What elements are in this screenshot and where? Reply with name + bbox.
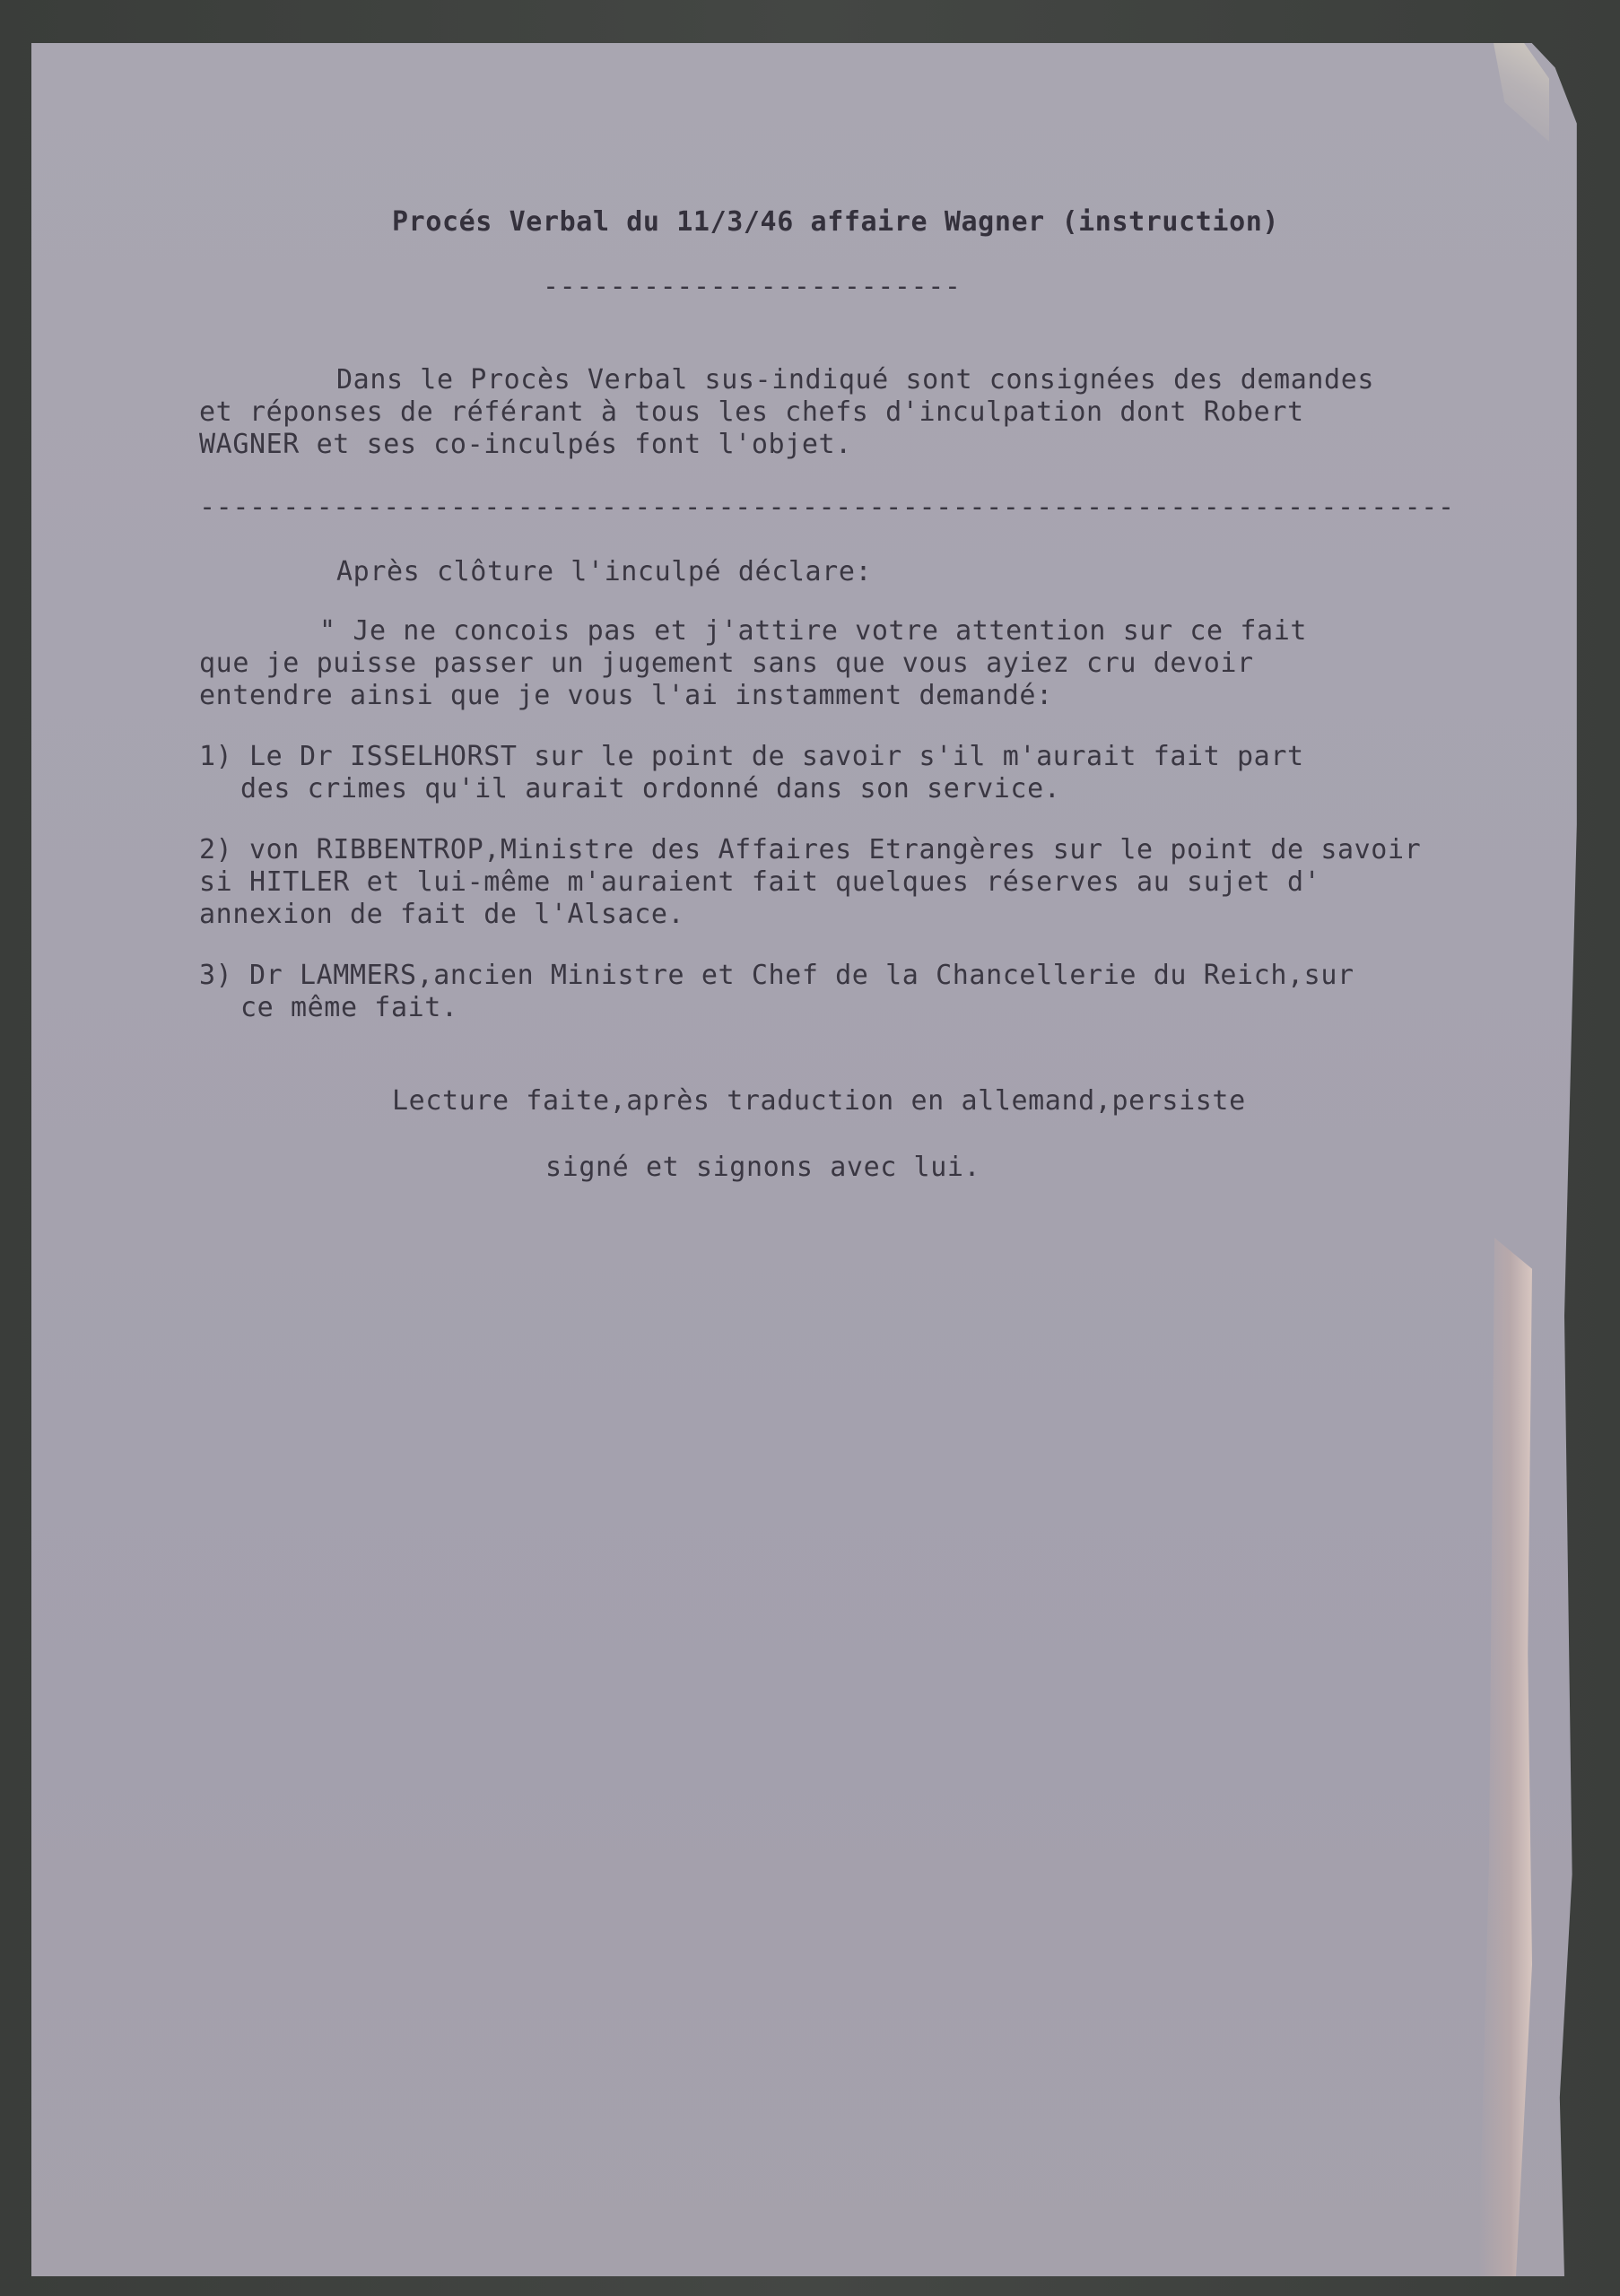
declaration-intro: Après clôture l'inculpé déclare: (336, 556, 873, 587)
paragraph-1-line-2: et réponses de référant à tous les chefs d'inculpation dont Robert (199, 396, 1304, 428)
list-item-2-line-1: 2) von RIBBENTROP,Ministre des Affaires Etrangères sur le point de savoir (199, 834, 1422, 865)
list-item-2-line-3: annexion de fait de l'Alsace. (199, 899, 685, 930)
quote-line-2: que je puisse passer un jugement sans que vous ayiez cru devoir (199, 648, 1254, 679)
list-item-3-line-2: ce même fait. (240, 992, 458, 1023)
list-item-1-line-2: des crimes qu'il aurait ordonné dans son service. (240, 773, 1061, 804)
list-item-3-line-1: 3) Dr LAMMERS,ancien Ministre et Chef de la Chancellerie du Reich,sur (199, 960, 1354, 991)
closing-line-2: signé et signons avec lui. (545, 1152, 981, 1183)
quote-line-1: " Je ne concois pas et j'attire votre attention sur ce fait (319, 615, 1308, 647)
quote-line-3: entendre ainsi que je vous l'ai instamment demandé: (199, 680, 1053, 711)
closing-line-1: Lecture faite,après traduction en allemand,persiste (392, 1085, 1246, 1117)
short-separator: ------------------------- (543, 271, 962, 302)
list-item-2-line-2: si HITLER et lui-même m'auraient fait quelques réserves au sujet d' (199, 866, 1321, 898)
paragraph-1-line-3: WAGNER et ses co-inculpés font l'objet. (199, 429, 852, 460)
long-separator: --------------------------------------------------------------------------- (199, 491, 1455, 523)
paragraph-1-line-1: Dans le Procès Verbal sus-indiqué sont consignées des demandes (336, 364, 1375, 396)
list-item-1-line-1: 1) Le Dr ISSELHORST sur le point de savoir s'il m'aurait fait part (199, 741, 1304, 772)
document-title: Procés Verbal du 11/3/46 affaire Wagner (instruction) (392, 206, 1280, 238)
